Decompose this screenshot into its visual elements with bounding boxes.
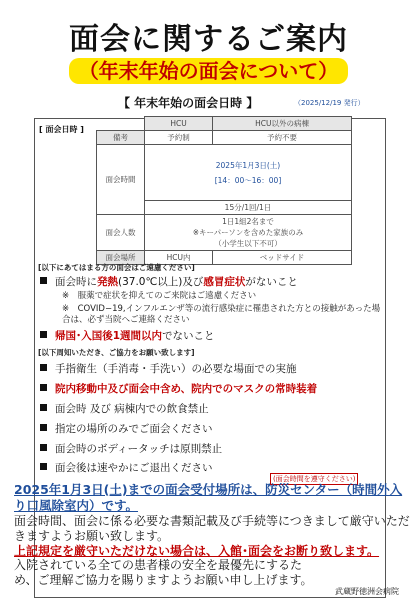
refuse-sub-1: ※ 服薬で症状を抑えてのご来院はご遠慮ください: [62, 291, 257, 301]
refuse-item-fever: [40, 275, 386, 289]
coop-item: [40, 442, 386, 456]
symptom-text: 感冒症状: [203, 276, 246, 288]
coop-text: 院内移動中及び面会中含め、院内でのマスクの常時装着: [55, 383, 318, 395]
coop-item: [40, 382, 386, 396]
bullet-square-icon: [40, 404, 47, 411]
page-title: 面会に関するご案内: [69, 22, 348, 57]
subtitle: [0, 58, 417, 84]
refuse-item-travel: [40, 329, 386, 343]
header-hcu: HCU: [145, 117, 213, 131]
procedure-paragraph: 面会時間、面会に係る必要な書類記載及び手続等につきまして厳守いただきますようお願い致します。: [14, 514, 410, 543]
coop-text: 面会後は速やかにご退出ください: [55, 462, 213, 474]
subtitle-text: （年末年始の面会について）: [69, 58, 349, 84]
note-hcu: 予約制: [145, 131, 213, 145]
bullet-square-icon: [40, 424, 47, 431]
coop-text: 面会時のボディータッチは原則禁止: [55, 443, 223, 455]
refusal-warning: 上記規定を厳守いただけない場合は、入館･面会をお断り致します。: [14, 544, 380, 558]
fever-text: 発熱: [97, 276, 118, 288]
people-line-3: （小学生以下不可）: [214, 239, 282, 248]
row-label-place: 面会場所: [97, 251, 145, 265]
coop-item: [40, 362, 386, 376]
time-note-badge: (面会時間を遵守ください): [270, 473, 358, 485]
visit-time: [14：00〜16：00]: [214, 175, 282, 185]
note-other: 予約不要: [213, 131, 352, 145]
refuse-text: でないこと: [162, 330, 215, 342]
reception-notice: 2025年1月3日(土)までの面会受付場所は、防災センター（時間外入り口風除室内）です。: [14, 482, 403, 513]
refuse-text: 面会時に: [55, 276, 97, 288]
bullet-square-icon: [40, 463, 47, 470]
hospital-name: 武蔵野徳洲会病院: [335, 587, 399, 596]
refuse-text: (37.0℃以上)及び: [118, 276, 204, 288]
people-line-1: 1日1組2名まで: [222, 217, 274, 226]
schedule-table: [96, 116, 352, 265]
issue-date: （2025/12/19 発行）: [294, 99, 365, 107]
row-label-time: 面会時間: [97, 145, 145, 215]
bullet-square-icon: [40, 331, 47, 338]
bullet-square-icon: [40, 384, 47, 391]
bullet-square-icon: [40, 277, 47, 284]
refuse-text: がないこと: [245, 276, 298, 288]
coop-text: 手指衛生（手消毒・手洗い）の必要な場面での実施: [55, 363, 297, 375]
row-label-note: 備考: [97, 131, 145, 145]
visit-people: [145, 215, 352, 251]
bullet-square-icon: [40, 364, 47, 371]
coop-text: 指定の場所のみでご面会ください: [55, 423, 213, 435]
visit-datetime: [145, 145, 352, 201]
coop-item: [40, 422, 386, 436]
row-label-people: 面会人数: [97, 215, 145, 251]
coop-text: 面会時 及び 病棟内での飲食禁止: [55, 403, 209, 415]
place-other: ベッドサイド: [213, 251, 352, 265]
header-other: HCU以外の病棟: [213, 117, 352, 131]
visit-frequency: 15分/1回/1日: [145, 201, 352, 215]
place-hcu: HCU内: [145, 251, 213, 265]
section-heading: 【 年末年始の面会日時 】: [118, 96, 259, 110]
table-corner: [97, 117, 145, 131]
coop-heading: [以下周知いただき、ご協力をお願い致します]: [38, 348, 195, 357]
bullet-square-icon: [40, 444, 47, 451]
refuse-heading: [以下にあてはまる方の面会はご遠慮ください]: [38, 263, 195, 272]
people-line-2: ※キーパーソンを含めた家族のみ: [192, 228, 304, 237]
travel-text: 帰国･入国後1週間以内: [55, 330, 163, 342]
visit-date: 2025年1月3日(土): [215, 160, 281, 170]
refuse-sub-2: ※ COVID−19,インフルエンザ等の流行感染症に罹患された方との接触があった場合は、必ず当院へご連絡ください: [62, 304, 381, 325]
coop-item: [40, 402, 386, 416]
closing-paragraph: 入院されている全ての患者様の安全を最優先にするため、ご理解ご協力を賜りますようお願い申し上げます。: [14, 558, 313, 587]
frame-label: [ 面会日時 ]: [39, 125, 84, 134]
